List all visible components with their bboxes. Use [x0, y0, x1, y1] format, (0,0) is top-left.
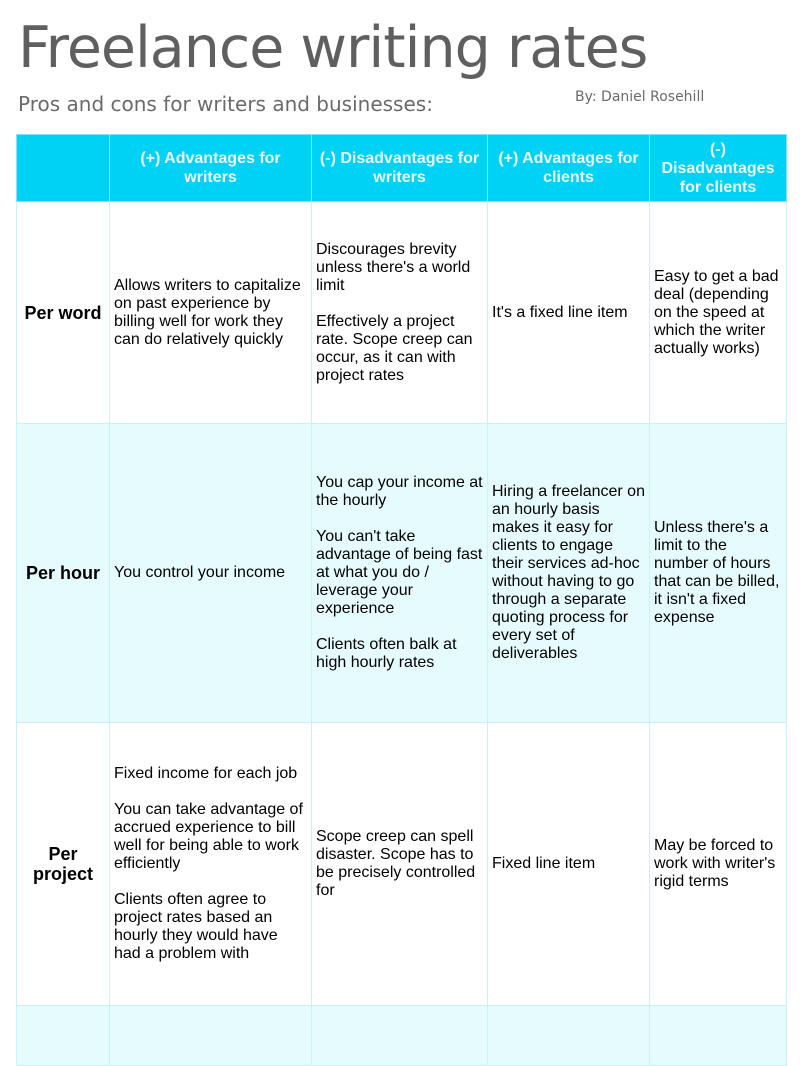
table-cell-empty — [110, 1006, 312, 1066]
table-row-per-project — [17, 723, 787, 1006]
per-hour-writer-disadvantages — [312, 424, 488, 723]
cell-text: Effectively a project rate. Scope creep can occur, as it can with project rates — [316, 312, 473, 384]
per-project-writer-advantages — [110, 723, 312, 1006]
table-row-per-hour — [17, 424, 787, 723]
per-word-client-disadvantages — [650, 202, 787, 424]
cell-text: Hiring a freelancer on an hourly basis makes it easy for clients to engage their services ad-hoc without having to go through a separate quoting process for every set of deliverables — [492, 483, 645, 662]
table-header-row — [17, 135, 787, 202]
per-project-writer-disadvantages — [312, 723, 488, 1006]
cell-text: You control your income — [114, 564, 286, 581]
cell-text: Easy to get a bad deal (depending on the speed at which the writer actually works) — [654, 267, 779, 357]
column-header-writer-disadvantages: (-) Disadvantages for writers — [312, 135, 488, 202]
cell-text: It's a fixed line item — [492, 303, 628, 321]
cell-text: Scope creep can spell disaster. Scope has to be precisely controlled for — [316, 828, 476, 899]
per-word-writer-advantages — [110, 202, 312, 424]
table-row-partial — [17, 1006, 787, 1066]
cell-text: You cap your income at the hourly — [316, 474, 483, 509]
per-project-client-advantages — [488, 723, 650, 1006]
row-label-per-hour: Per hour — [17, 424, 110, 723]
rates-table — [16, 134, 787, 1066]
table-cell-empty — [312, 1006, 488, 1066]
cell-text: Clients often balk at high hourly rates — [316, 636, 457, 671]
cell-text: Allows writers to capitalize on past experience by billing well for work they can do relatively quickly — [114, 276, 301, 348]
column-header-rate-type — [17, 135, 110, 202]
cell-text: You can take advantage of accrued experience to bill well for being able to work efficiently — [114, 801, 303, 872]
author-byline: By: Daniel Rosehill — [575, 89, 705, 105]
column-header-client-advantages: (+) Advantages for clients — [488, 135, 650, 202]
table-row-per-word — [17, 202, 787, 424]
per-word-client-advantages — [488, 202, 650, 424]
cell-text: Clients often agree to project rates based an hourly they would have had a problem with — [114, 891, 278, 962]
table-cell-empty — [650, 1006, 787, 1066]
row-label-per-word: Per word — [17, 202, 110, 424]
per-word-writer-disadvantages — [312, 202, 488, 424]
per-hour-writer-advantages — [110, 424, 312, 723]
page-subtitle: Pros and cons for writers and businesses: — [18, 92, 433, 116]
column-header-writer-advantages: (+) Advantages for writers — [110, 135, 312, 202]
column-header-client-disadvantages: (-) Disadvantages for clients — [650, 135, 787, 202]
row-label-empty — [17, 1006, 110, 1066]
page-title: Freelance writing rates — [18, 15, 648, 81]
cell-text: May be forced to work with writer's rigid terms — [654, 837, 776, 890]
per-hour-client-advantages — [488, 424, 650, 723]
cell-text: Fixed income for each job — [114, 765, 298, 782]
cell-text: Unless there's a limit to the number of hours that can be billed, it isn't a fixed expense — [654, 519, 780, 626]
row-label-per-project: Per project — [17, 723, 110, 1006]
per-hour-client-disadvantages — [650, 424, 787, 723]
per-project-client-disadvantages — [650, 723, 787, 1006]
table-cell-empty — [488, 1006, 650, 1066]
cell-text: You can't take advantage of being fast at what you do / leverage your experience — [316, 528, 483, 617]
cell-text: Discourages brevity unless there's a world limit — [316, 240, 471, 294]
cell-text: Fixed line item — [492, 855, 596, 872]
